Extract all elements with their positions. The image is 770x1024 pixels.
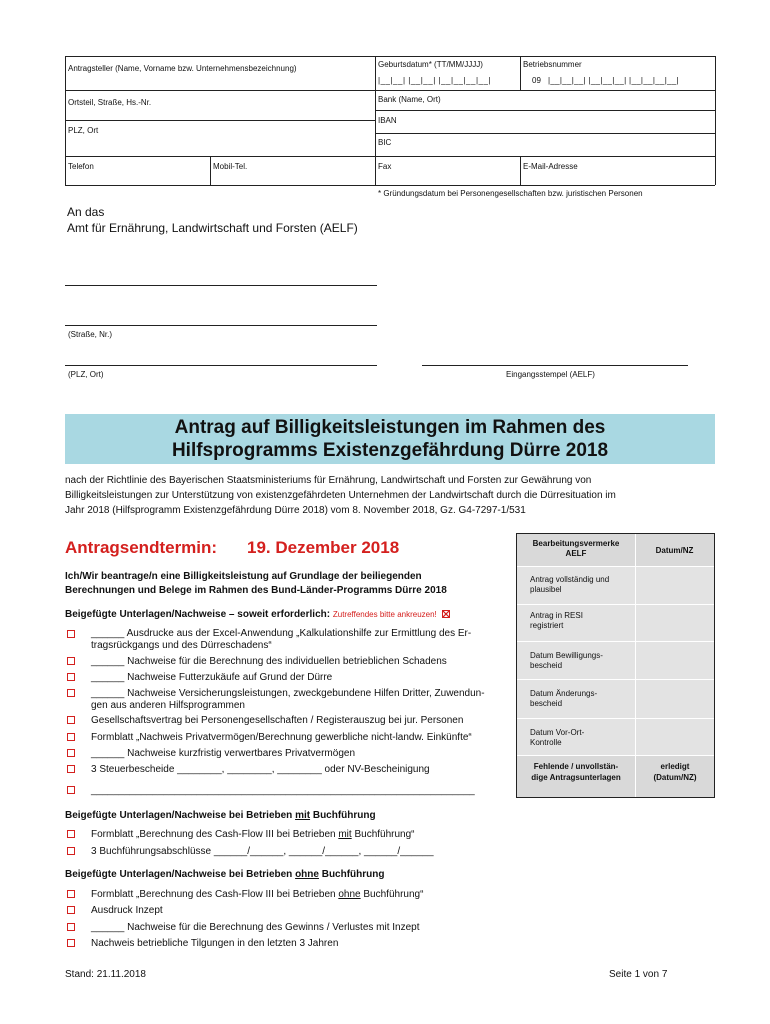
attachment-item-1: ______ Ausdrucke aus der Excel-Anwendung „Kalkulationshilfe zur Ermittlung des Er- tragsrückgangs und des Dürreschadens“ — [91, 628, 472, 651]
checkbox-repayments[interactable] — [67, 939, 75, 947]
office-row-3-label: Datum Bewilligungs- bescheid — [517, 642, 635, 679]
checkbox-other[interactable] — [67, 786, 75, 794]
attachments-heading: Beigefügte Unterlagen/Nachweise – soweit erforderlich: Zutreffendes bitte ankreuzen! — [65, 609, 450, 620]
office-use-table — [516, 533, 715, 798]
address-line-2: Amt für Ernährung, Landwirtschaft und Forsten (AELF) — [67, 221, 358, 235]
checkbox-inzept-printout[interactable] — [67, 906, 75, 914]
request-line-1: Ich/Wir beantrage/n eine Billigkeitsleistung auf Grundlage der beiliegenden — [65, 571, 422, 582]
farm-number-field[interactable]: |__|__|__| |__|__|__| |__|__|__|__| — [548, 76, 679, 85]
without-accounting-item-1: Formblatt „Berechnung des Cash-Flow III bei Betrieben ohne Buchführung“ — [91, 889, 424, 900]
address-zip-line[interactable] — [65, 365, 377, 366]
birthdate-field[interactable]: |__|__| |__|__| |__|__|__|__| — [378, 76, 491, 85]
applicant-name-label: Antragsteller (Name, Vorname bzw. Unternehmensbezeichnung) — [68, 64, 297, 73]
checkbox-excel-printouts[interactable] — [67, 630, 75, 638]
attachment-item-5: Gesellschaftsvertrag bei Personengesellschaften / Registerauszug bei jur. Personen — [91, 715, 464, 726]
checkbox-accounting-statements[interactable] — [67, 847, 75, 855]
attachment-item-6: Formblatt „Nachweis Privatvermögen/Berechnung gewerbliche nicht-landw. Einkünfte“ — [91, 732, 472, 743]
fax-label: Fax — [378, 162, 392, 171]
attachment-item-7: ______ Nachweise kurzfristig verwertbares Privatvermögen — [91, 748, 356, 759]
checkbox-profit-proof[interactable] — [67, 923, 75, 931]
iban-label: IBAN — [378, 116, 397, 125]
address-line-1: An das — [67, 205, 105, 219]
address-street-line[interactable] — [65, 325, 377, 326]
stamp-label: Eingangsstempel (AELF) — [506, 370, 595, 379]
footnote: * Gründungsdatum bei Personengesellschaften bzw. juristischen Personen — [378, 189, 643, 198]
office-row-4-date[interactable] — [636, 680, 714, 718]
checkbox-liquid-assets[interactable] — [67, 749, 75, 757]
office-row-5-label: Datum Vor-Ort- Kontrolle — [517, 719, 635, 755]
mobile-label: Mobil-Tel. — [213, 162, 248, 171]
deadline-label: Antragsendtermin: — [65, 538, 218, 557]
street-label: Ortsteil, Straße, Hs.-Nr. — [68, 98, 152, 107]
office-row-2-date[interactable] — [636, 605, 714, 641]
email-label: E-Mail-Adresse — [523, 162, 578, 171]
office-row-2-label: Antrag in RESI registriert — [517, 605, 635, 641]
bic-label: BIC — [378, 138, 392, 147]
office-row-5-date[interactable] — [636, 719, 714, 755]
zip-city-label: PLZ, Ort — [68, 126, 99, 135]
footer-date: Stand: 21.11.2018 — [65, 969, 146, 980]
office-row-3-date[interactable] — [636, 642, 714, 679]
attachment-item-8: 3 Steuerbescheide ________, ________, ________ oder NV-Bescheinigung — [91, 764, 430, 775]
address-street-label: (Straße, Nr.) — [68, 330, 113, 339]
checkbox-tax-assessments[interactable] — [67, 765, 75, 773]
office-row-4-label: Datum Änderungs- bescheid — [517, 680, 635, 718]
office-foot-right: erledigt (Datum/NZ) — [636, 756, 714, 797]
attachment-item-3: ______ Nachweise Futterzukäufe auf Grund der Dürre — [91, 672, 333, 683]
title-line-1: Antrag auf Billigkeitsleistungen im Rahmen des — [174, 417, 606, 438]
with-accounting-heading: Beigefügte Unterlagen/Nachweise bei Betrieben mit Buchführung — [65, 810, 376, 821]
address-name-line[interactable] — [65, 285, 377, 286]
office-row-1-date[interactable] — [636, 567, 714, 604]
request-statement — [65, 570, 447, 598]
title-line-2: Hilfsprogramms Existenzgefährdung Dürre 2018 — [171, 440, 609, 461]
farm-number-prefix: 09 — [532, 76, 541, 85]
office-table-head-right: Datum/NZ — [635, 534, 714, 566]
intro-line-2: Billigkeitsleistungen zur Unterstützung von existenzgefährdeten Unternehmen der Landwirtschaft durch die Dürresituation im — [65, 490, 616, 501]
address-zip-label: (PLZ, Ort) — [68, 370, 104, 379]
intro-text — [65, 473, 725, 518]
without-accounting-item-4: Nachweis betriebliche Tilgungen in den letzten 3 Jahren — [91, 938, 339, 949]
footer-page-number: Seite 1 von 7 — [609, 969, 668, 980]
farm-number-label: Betriebsnummer — [523, 60, 582, 69]
birthdate-label: Geburtsdatum* (TT/MM/JJJJ) — [378, 60, 483, 69]
attachment-item-2: ______ Nachweise für die Berechnung des individuellen betrieblichen Schadens — [91, 656, 447, 667]
office-row-1-label: Antrag vollständig und plausibel — [517, 566, 635, 604]
checkbox-partnership-agreement[interactable] — [67, 716, 75, 724]
checkbox-insurance[interactable] — [67, 689, 75, 697]
attachments-hint: Zutreffendes bitte ankreuzen! — [332, 610, 437, 619]
checkbox-feed-purchases[interactable] — [67, 673, 75, 681]
with-accounting-item-1: Formblatt „Berechnung des Cash-Flow III bei Betrieben mit Buchführung“ — [91, 829, 415, 840]
without-accounting-item-3: ______ Nachweise für die Berechnung des Gewinns / Verlustes mit Inzept — [91, 922, 420, 933]
bank-label: Bank (Name, Ort) — [378, 95, 441, 104]
checkbox-private-assets-form[interactable] — [67, 733, 75, 741]
request-line-2: Berechnungen und Belege im Rahmen des Bund-Länder-Programms Dürre 2018 — [65, 585, 447, 596]
attachment-item-9[interactable]: _____________________________________________________________________ — [91, 785, 475, 796]
checkbox-cashflow-with[interactable] — [67, 830, 75, 838]
without-accounting-item-2: Ausdruck Inzept — [91, 905, 163, 916]
intro-line-1: nach der Richtlinie des Bayerischen Staatsministeriums für Ernährung, Landwirtschaft und Forsten zur Gewährung von — [65, 475, 592, 486]
without-accounting-heading: Beigefügte Unterlagen/Nachweise bei Betrieben ohne Buchführung — [65, 869, 385, 880]
office-table-head-left: Bearbeitungsvermerke AELF — [517, 534, 635, 566]
phone-label: Telefon — [68, 162, 94, 171]
office-foot-left: Fehlende / unvollstän- dige Antragsunterlagen — [517, 756, 635, 797]
with-accounting-item-2: 3 Buchführungsabschlüsse ______/______, ______/______, ______/______ — [91, 846, 434, 857]
title-banner — [65, 414, 715, 464]
deadline-date: 19. Dezember 2018 — [247, 538, 400, 557]
stamp-line — [422, 365, 688, 366]
checkbox-damage-proof[interactable] — [67, 657, 75, 665]
checkbox-cashflow-without[interactable] — [67, 890, 75, 898]
attachment-item-4: ______ Nachweise Versicherungsleistungen, zweckgebundene Hilfen Dritter, Zuwendun- gen aus anderen Hilfsprogrammen — [91, 688, 485, 711]
intro-line-3: Jahr 2018 (Hilfsprogramm Existenzgefährdung Dürre 2018) vom 8. November 2018, Gz. G4-7297-1/531 — [65, 505, 526, 516]
checked-box-icon — [442, 610, 450, 618]
